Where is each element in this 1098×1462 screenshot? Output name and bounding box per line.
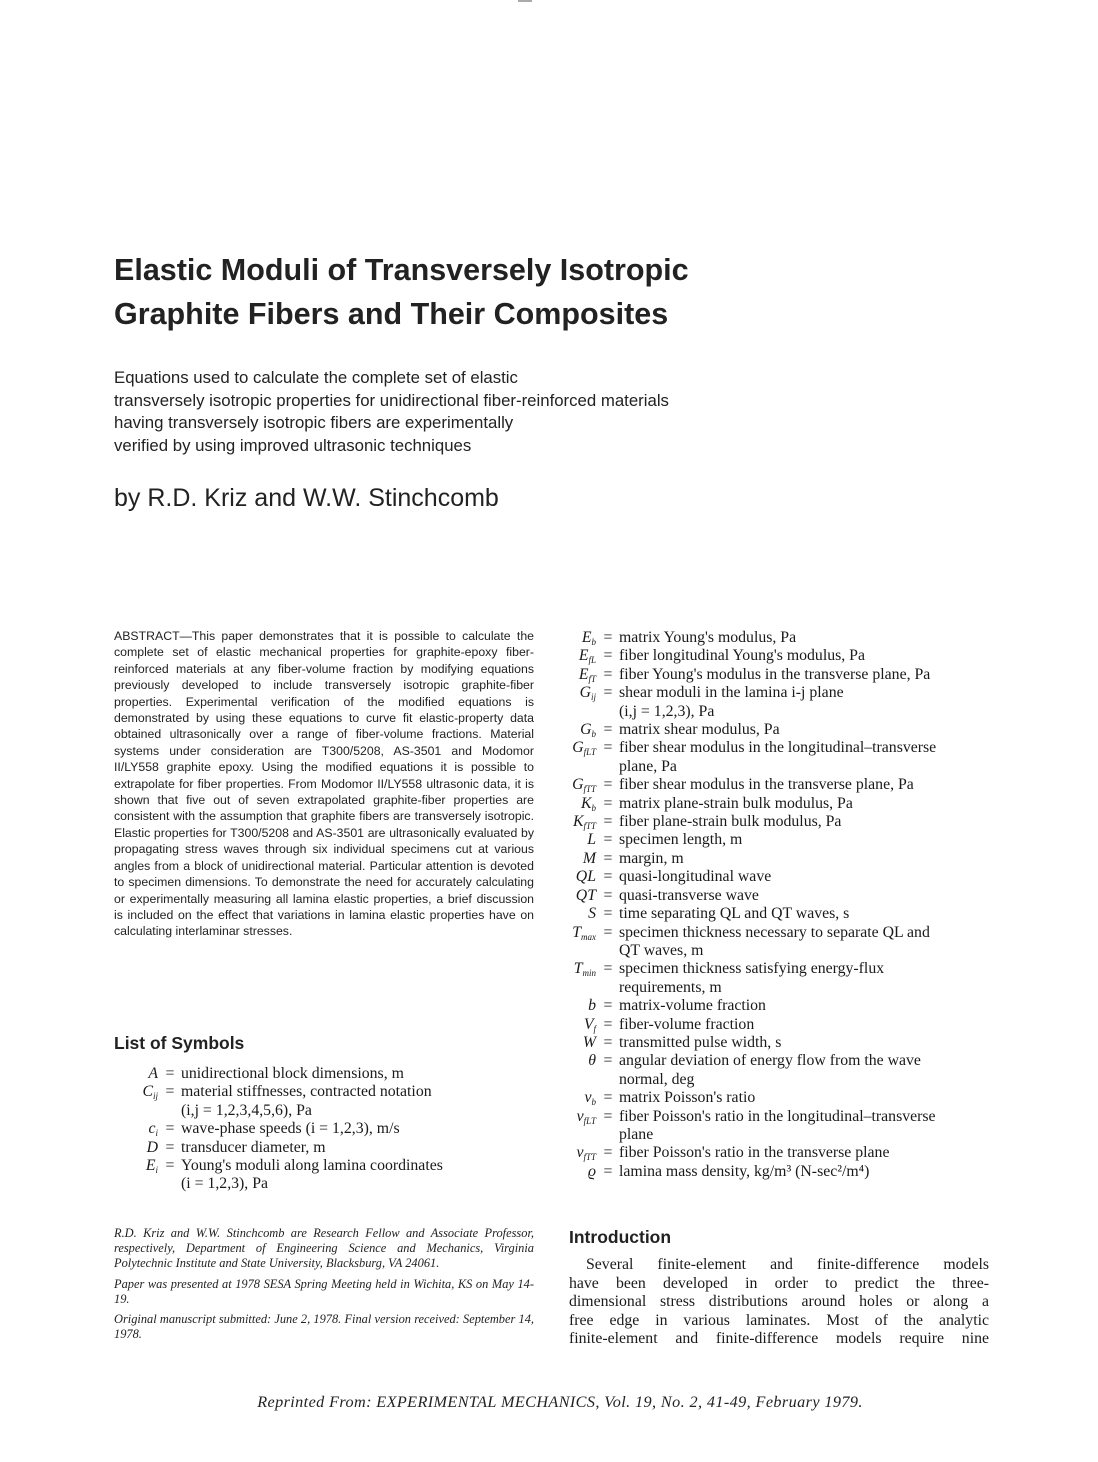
equals-sign: =: [165, 1138, 175, 1156]
symbol-name: [100, 1157, 161, 1175]
symbol-name: [100, 1083, 161, 1101]
description-line: material stiffnesses, contracted notation: [181, 1083, 432, 1101]
symbol-entry: [540, 647, 1010, 665]
footnote-affiliation: R.D. Kriz and W.W. Stinchcomb are Research Fellow and Associate Professor, respectively, Department of Engineering Science and Mechanics, Virginia Polytechnic Institute and State University, Blacksburg, VA 24061.: [114, 1226, 534, 1271]
symbol-description: [179, 1065, 540, 1083]
symbol-subscript: ij: [152, 1091, 158, 1102]
symbol-description: [617, 868, 1010, 886]
description-line: unidirectional block dimensions, m: [181, 1065, 404, 1082]
equals-sign: =: [603, 739, 613, 757]
description-line: matrix-volume fraction: [619, 997, 766, 1015]
description-line: (i,j = 1,2,3), Pa: [619, 702, 715, 720]
symbol-entry: [540, 721, 1010, 739]
symbol-letter: θ: [588, 1052, 596, 1070]
symbol-description: [617, 1089, 1010, 1107]
intro-line: have been developed in order to predict the three-: [569, 1274, 989, 1292]
equals-sign: =: [603, 886, 613, 904]
equals-sign: =: [603, 831, 613, 849]
description-line: fiber Poisson's ratio in the transverse plane: [619, 1144, 890, 1162]
symbol-subscript: b: [591, 729, 596, 740]
symbol-entry: [540, 887, 1010, 905]
symbol-letter: E: [578, 665, 589, 683]
subtitle-line: having transversely isotropic fibers are experimentally: [114, 413, 514, 432]
symbols-list-left: [100, 1065, 540, 1194]
symbol-description: [617, 1052, 1010, 1089]
symbol-entry: [540, 1016, 1010, 1034]
description-line: Young's moduli along lamina coordinates: [181, 1157, 443, 1175]
symbol-name: [540, 887, 599, 905]
footnote-presentation: Paper was presented at 1978 SESA Spring Meeting held in Wichita, KS on May 14-19.: [114, 1276, 534, 1306]
description-line: specimen thickness necessary to separate QL and: [619, 923, 930, 941]
symbol-entry: [540, 1163, 1010, 1181]
symbol-description: [617, 997, 1010, 1015]
description-line: plane, Pa: [619, 757, 677, 775]
symbol-subscript: fL: [588, 655, 596, 666]
symbol-description: [617, 924, 1010, 961]
symbols-list-right: [540, 629, 1010, 1181]
symbol-letter: G: [580, 721, 592, 739]
symbol-subscript: i: [155, 1128, 158, 1139]
equals-sign: =: [603, 905, 613, 923]
symbol-name: [540, 997, 599, 1015]
symbol-entry: [540, 1089, 1010, 1107]
symbol-description: [617, 776, 1010, 794]
description-line: fiber plane-strain bulk modulus, Pa: [619, 813, 842, 831]
symbol-entry: [540, 684, 1010, 721]
description-line: matrix Poisson's ratio: [619, 1089, 756, 1107]
equals-sign: =: [603, 923, 613, 941]
description-line: matrix shear modulus, Pa: [619, 721, 780, 739]
description-line: (i = 1,2,3), Pa: [181, 1175, 269, 1193]
reprint-notice: Reprinted From: EXPERIMENTAL MECHANICS, Vol. 19, No. 2, 41-49, February 1979.: [257, 1393, 863, 1411]
symbol-description: [617, 813, 1010, 831]
symbol-name: [540, 1144, 599, 1162]
equals-sign: =: [603, 1015, 613, 1033]
symbol-entry: [540, 831, 1010, 849]
symbol-subscript: min: [582, 968, 596, 979]
description-line: fiber shear modulus in the longitudinal–transverse: [619, 739, 937, 757]
symbol-entry: [540, 739, 1010, 776]
equals-sign: =: [165, 1083, 175, 1101]
symbol-letter: L: [587, 831, 596, 849]
symbol-subscript: fTT: [583, 1152, 596, 1163]
intro-line: free edge in various laminates. Most of the analytic: [569, 1311, 989, 1329]
symbol-name: [540, 666, 599, 684]
symbol-name: [540, 1108, 599, 1126]
symbol-entry: [540, 905, 1010, 923]
abstract: ABSTRACT—This paper demonstrates that it is possible to calculate the complete set of elastic mechanical properties for graphite-epoxy fiber-reinforced materials at any fiber-volume fraction by modifying equations previously developed to include transversely isotropic graphite-fiber properties. Experimental verification of the modified equations is demonstrated by using these equations to curve fit elastic-property data obtained ultrasonically over a range of fiber-volume fractions. Material systems under consideration are T300/5208, AS-3501 and Modomor II/LY558 graphite epoxy. Using the modified equations it is possible to extrapolate for fiber properties. From Modomor II/LY558 ultrasonic data, it is shown that five out of seven extrapolated graphite-fiber properties are consistent with the assumption that graphite fibers are transversely isotropic. Elastic properties for T300/5208 and AS-3501 are ultrasonically evaluated by propagating stress waves through six individual specimens cut at various angles from a block of unidirectional material. Particular attention is devoted to specimen dimensions. To demonstrate the need for accurately calculating or experimentally measuring all lamina elastic properties, a brief discussion is included on the effect that variations in lamina elastic properties have on calculating interlaminar stresses.: [114, 629, 534, 939]
symbol-description: [617, 684, 1010, 721]
equals-sign: =: [603, 1033, 613, 1051]
symbol-entry: [540, 776, 1010, 794]
symbol-name: [540, 850, 599, 868]
symbol-description: [617, 831, 1010, 849]
symbol-name: [540, 1016, 599, 1034]
symbol-name: [540, 924, 599, 942]
description-line: matrix plane-strain bulk modulus, Pa: [619, 794, 853, 812]
symbol-subscript: ij: [590, 692, 596, 703]
symbol-description: [617, 960, 1010, 997]
symbol-entry: [100, 1139, 540, 1157]
symbol-name: [540, 1089, 599, 1107]
equals-sign: =: [603, 1089, 613, 1107]
description-line: specimen thickness satisfying energy-flux: [619, 960, 885, 978]
symbol-description: [617, 647, 1010, 665]
symbol-letter: E: [145, 1157, 156, 1175]
symbol-description: [179, 1120, 540, 1138]
symbol-name: [100, 1139, 161, 1157]
author-footnote: [114, 1226, 534, 1347]
symbol-subscript: fLT: [583, 747, 596, 758]
scan-mark: [518, 0, 532, 2]
description-line: matrix Young's modulus, Pa: [619, 629, 797, 646]
symbol-subscript: b: [591, 1097, 596, 1108]
paper-title: [114, 248, 874, 336]
paper-subtitle: [114, 367, 774, 457]
symbol-description: [617, 1163, 1010, 1181]
symbol-name: [540, 776, 599, 794]
symbol-letter: C: [142, 1083, 153, 1101]
equals-sign: =: [165, 1065, 175, 1082]
symbol-letter: G: [572, 776, 584, 794]
symbol-description: [617, 1016, 1010, 1034]
symbol-letter: T: [572, 923, 581, 941]
equals-sign: =: [603, 647, 613, 665]
symbol-subscript: f: [593, 1023, 596, 1034]
symbol-letter: K: [580, 794, 592, 812]
symbol-entry: [100, 1083, 540, 1120]
description-line: normal, deg: [619, 1070, 695, 1088]
symbol-letter: W: [582, 1033, 596, 1051]
symbol-letter: T: [573, 960, 583, 978]
symbol-entry: [100, 1065, 540, 1083]
description-line: lamina mass density, kg/m³ (N-sec²/m⁴): [619, 1162, 870, 1180]
symbol-description: [179, 1139, 540, 1157]
description-line: transmitted pulse width, s: [619, 1033, 782, 1051]
description-line: transducer diameter, m: [181, 1138, 326, 1156]
description-line: plane: [619, 1125, 654, 1143]
symbol-description: [617, 1108, 1010, 1145]
symbol-description: [179, 1157, 540, 1194]
symbol-description: [617, 739, 1010, 776]
symbol-description: [617, 887, 1010, 905]
symbol-subscript: fTT: [583, 784, 596, 795]
symbol-description: [617, 666, 1010, 684]
symbol-entry: [540, 868, 1010, 886]
symbol-name: [540, 960, 599, 978]
symbol-entry: [540, 960, 1010, 997]
title-line: Elastic Moduli of Transversely Isotropic: [114, 253, 689, 287]
symbol-name: [540, 905, 599, 923]
symbol-letter: M: [582, 849, 596, 867]
description-line: margin, m: [619, 849, 684, 867]
symbol-description: [617, 795, 1010, 813]
introduction-heading: Introduction: [569, 1227, 672, 1247]
symbol-entry: [540, 1144, 1010, 1162]
symbol-entry: [540, 997, 1010, 1015]
symbol-letter: G: [572, 739, 584, 757]
description-line: angular deviation of energy flow from the wave: [619, 1052, 921, 1070]
equals-sign: =: [603, 1107, 613, 1125]
symbol-name: [100, 1065, 161, 1083]
title-line: Graphite Fibers and Their Composites: [114, 297, 669, 331]
symbol-entry: [540, 1034, 1010, 1052]
symbol-subscript: max: [581, 931, 596, 942]
symbol-letter: c: [148, 1120, 156, 1138]
equals-sign: =: [603, 997, 613, 1015]
description-line: wave-phase speeds (i = 1,2,3), m/s: [181, 1120, 400, 1138]
symbol-letter: ν: [584, 1089, 592, 1107]
symbol-letter: V: [583, 1015, 594, 1033]
symbol-description: [617, 629, 1010, 647]
symbol-entry: [540, 850, 1010, 868]
symbol-letter: ν: [576, 1107, 584, 1125]
symbol-name: [540, 721, 599, 739]
symbol-description: [617, 850, 1010, 868]
equals-sign: =: [603, 960, 613, 978]
description-line: quasi-transverse wave: [619, 886, 759, 904]
description-line: requirements, m: [619, 978, 722, 996]
symbol-letter: K: [572, 813, 584, 831]
symbol-name: [540, 795, 599, 813]
symbol-letter: QL: [575, 868, 596, 886]
description-line: time separating QL and QT waves, s: [619, 905, 850, 923]
equals-sign: =: [165, 1120, 175, 1138]
equals-sign: =: [603, 721, 613, 739]
description-line: fiber shear modulus in the transverse plane, Pa: [619, 776, 914, 794]
subtitle-line: transversely isotropic properties for unidirectional fiber-reinforced materials: [114, 390, 669, 410]
author-byline: by R.D. Kriz and W.W. Stinchcomb: [114, 484, 499, 512]
description-line: fiber-volume fraction: [619, 1015, 755, 1033]
symbol-subscript: b: [591, 802, 596, 813]
symbol-name: [540, 629, 599, 647]
symbol-letter: G: [579, 684, 591, 702]
symbol-name: [540, 739, 599, 757]
description-line: (i,j = 1,2,3,4,5,6), Pa: [181, 1101, 312, 1119]
symbol-entry: [540, 795, 1010, 813]
equals-sign: =: [165, 1157, 175, 1175]
equals-sign: =: [603, 629, 613, 646]
description-line: specimen length, m: [619, 831, 743, 849]
symbol-name: [540, 684, 599, 702]
equals-sign: =: [603, 1144, 613, 1162]
introduction-text: [569, 1256, 989, 1349]
symbols-heading: List of Symbols: [114, 1033, 245, 1053]
equals-sign: =: [603, 684, 613, 702]
symbol-letter: D: [146, 1138, 158, 1156]
symbol-entry: [100, 1157, 540, 1194]
symbol-description: [179, 1083, 540, 1120]
symbol-description: [617, 1034, 1010, 1052]
intro-line: dimensional stress distributions around holes or along a: [569, 1293, 989, 1310]
equals-sign: =: [603, 813, 613, 831]
symbol-name: [540, 1034, 599, 1052]
symbol-entry: [540, 1108, 1010, 1145]
symbol-description: [617, 905, 1010, 923]
symbol-letter: E: [578, 647, 589, 665]
symbol-letter: b: [588, 997, 596, 1015]
equals-sign: =: [603, 1162, 613, 1180]
symbol-name: [540, 1163, 599, 1181]
symbol-name: [540, 868, 599, 886]
symbol-letter: ϱ: [587, 1162, 596, 1180]
intro-line: finite-element and finite-difference models require nine: [569, 1330, 989, 1347]
equals-sign: =: [603, 1052, 613, 1070]
subtitle-line: verified by using improved ultrasonic techniques: [114, 435, 472, 455]
subtitle-line: Equations used to calculate the complete set of elastic: [114, 368, 518, 387]
symbol-subscript: fLT: [583, 1115, 596, 1126]
symbol-subscript: b: [591, 637, 596, 647]
symbol-entry: [540, 629, 1010, 647]
equals-sign: =: [603, 665, 613, 683]
symbol-letter: ν: [576, 1144, 584, 1162]
symbol-letter: E: [581, 629, 592, 646]
symbol-subscript: fT: [588, 673, 596, 684]
symbol-entry: [540, 666, 1010, 684]
symbol-subscript: i: [155, 1165, 158, 1176]
description-line: quasi-longitudinal wave: [619, 868, 772, 886]
symbol-entry: [100, 1120, 540, 1138]
equals-sign: =: [603, 776, 613, 794]
symbol-entry: [540, 1052, 1010, 1089]
symbol-entry: [540, 813, 1010, 831]
description-line: fiber longitudinal Young's modulus, Pa: [619, 647, 865, 665]
symbol-name: [540, 831, 599, 849]
intro-line: Several finite-element and finite-difference models: [586, 1256, 989, 1273]
equals-sign: =: [603, 868, 613, 886]
equals-sign: =: [603, 849, 613, 867]
description-line: QT waves, m: [619, 941, 704, 959]
symbol-name: [540, 813, 599, 831]
symbol-name: [100, 1120, 161, 1138]
symbol-name: [540, 647, 599, 665]
symbol-name: [540, 1052, 599, 1070]
footnote-manuscript: Original manuscript submitted: June 2, 1978. Final version received: September 14, 1978.: [114, 1312, 534, 1342]
symbol-description: [617, 721, 1010, 739]
symbol-letter: QT: [575, 886, 596, 904]
symbol-letter: A: [148, 1065, 158, 1082]
equals-sign: =: [603, 794, 613, 812]
symbol-entry: [540, 924, 1010, 961]
description-line: fiber Young's modulus in the transverse plane, Pa: [619, 665, 931, 683]
symbol-letter: S: [588, 905, 596, 923]
description-line: shear moduli in the lamina i-j plane: [619, 684, 844, 702]
symbol-description: [617, 1144, 1010, 1162]
description-line: fiber Poisson's ratio in the longitudinal–transverse: [619, 1107, 936, 1125]
symbol-subscript: fTT: [583, 821, 596, 832]
